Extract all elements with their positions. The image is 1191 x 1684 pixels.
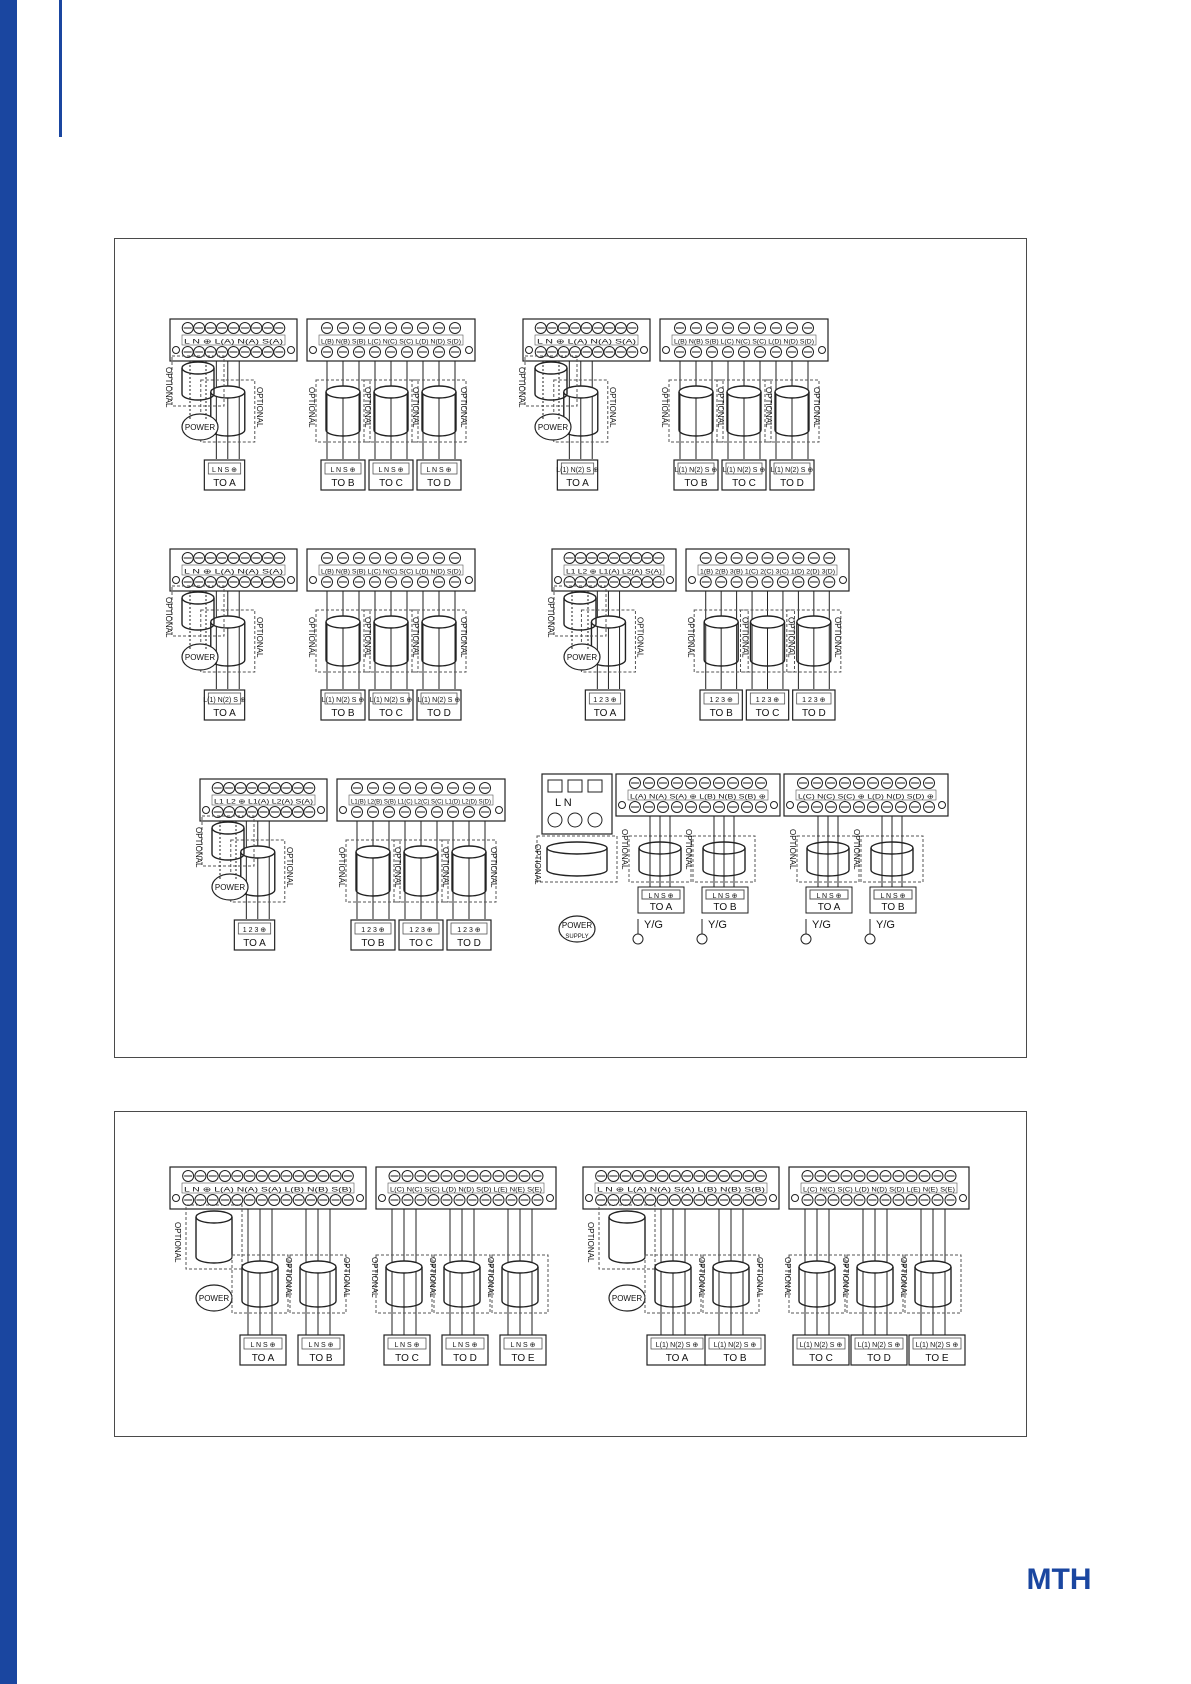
indoor-terminal-label: 1 2 3 ⊕ — [409, 927, 433, 934]
filter-core — [386, 1261, 422, 1273]
optional-label: OPTIONAL — [363, 387, 372, 428]
target-label: TO B — [881, 902, 905, 913]
optional-label: OPTIONAL — [755, 1257, 764, 1298]
filter-core — [502, 1261, 538, 1273]
target-label: TO D — [457, 938, 481, 949]
optional-label: OPTIONAL — [841, 1257, 850, 1298]
indoor-terminal-label: L(1) N(2) S ⊕ — [655, 1342, 699, 1349]
indoor-terminal-label: L(1) N(2) S ⊕ — [915, 1342, 959, 1349]
mount-hole-icon — [547, 1195, 554, 1202]
filter-core — [857, 1261, 893, 1273]
indoor-terminal-label: L N S ⊕ — [426, 467, 452, 474]
indoor-terminal-label: 1 2 3 ⊕ — [361, 927, 385, 934]
mount-hole-icon — [555, 577, 562, 584]
optional-label: OPTIONAL — [307, 387, 316, 428]
filter-core — [182, 362, 214, 374]
indoor-terminal-label: L(1) N(2) S ⊕ — [857, 1342, 901, 1349]
filter-core — [326, 386, 360, 398]
indoor-terminal-label: L N S ⊕ — [712, 893, 738, 900]
optional-label: OPTIONAL — [285, 847, 295, 888]
mount-hole-icon — [496, 807, 503, 814]
filter-core — [915, 1261, 951, 1273]
mount-hole-icon — [466, 347, 473, 354]
filter-core — [422, 616, 456, 628]
optional-label: OPTIONAL — [546, 597, 555, 638]
indoor-terminal-label: L(1) N(2) S ⊕ — [203, 697, 246, 704]
terminal-label: L(A) N(A) S(A) ⊕ L(B) N(B) S(B) ⊕ — [630, 793, 767, 801]
terminal-label: L N ⊕ L(A) N(A) S(A) — [184, 568, 283, 576]
filter-core — [751, 616, 785, 628]
mount-hole-icon — [641, 347, 648, 354]
ground-icon — [633, 934, 643, 944]
target-label: TO C — [732, 478, 756, 489]
terminal-label: L N ⊕ L(A) N(A) S(A) L(B) N(B) S(B) — [597, 1186, 765, 1194]
htw-logo — [1014, 1565, 1104, 1593]
optional-label: OPTIONAL — [363, 617, 372, 658]
power-label: SUPPLY — [565, 934, 589, 940]
optional-label: OPTIONAL — [608, 387, 618, 428]
power-label: POWER — [561, 921, 593, 930]
optional-label: OPTIONAL — [411, 387, 420, 428]
ground-icon — [865, 934, 875, 944]
indoor-terminal-label: L(1) N(2) S ⊕ — [674, 467, 718, 474]
wiring-diagram-panel-lower — [114, 1111, 1027, 1437]
filter-bottom — [212, 854, 244, 860]
terminal-label: L N ⊕ L(A) N(A) S(A) L(B) N(B) S(B) — [184, 1186, 352, 1194]
optional-label: OPTIONAL — [441, 847, 450, 888]
optional-label: OPTIONAL — [164, 597, 173, 638]
optional-label: OPTIONAL — [783, 1257, 792, 1298]
target-label: TO D — [427, 478, 451, 489]
mount-hole-icon — [663, 347, 670, 354]
terminal-label: L1 L2 ⊕ L1(A) L2(A) S(A) — [566, 568, 662, 576]
filter-core — [211, 386, 245, 398]
mount-hole-icon — [173, 1195, 180, 1202]
filter-core — [704, 616, 738, 628]
target-label: TO A — [665, 1353, 689, 1364]
optional-label: OPTIONAL — [307, 617, 316, 658]
optional-label: OPTIONAL — [284, 1257, 293, 1298]
filter-core — [326, 616, 360, 628]
filter-bottom — [196, 1257, 232, 1263]
optional-label: OPTIONAL — [173, 1222, 182, 1263]
mount-hole-icon — [288, 577, 295, 584]
indoor-terminal-label: L N S ⊕ — [211, 467, 238, 474]
optional-label: OPTIONAL — [486, 1257, 495, 1298]
filter-core — [422, 386, 456, 398]
target-label: TO D — [453, 1353, 477, 1364]
power-label: POWER — [611, 1294, 643, 1303]
indoor-terminal-label: L N S ⊕ — [394, 1342, 420, 1349]
filter-core — [655, 1261, 691, 1273]
power-label: POWER — [537, 423, 569, 432]
indoor-terminal-label: 1 2 3 ⊕ — [242, 927, 267, 934]
optional-label: OPTIONAL — [459, 387, 468, 428]
target-label: TO D — [780, 478, 804, 489]
target-label: TO C — [395, 1353, 419, 1364]
target-label: TO D — [867, 1353, 891, 1364]
indoor-terminal-label: L N S ⊕ — [816, 893, 842, 900]
filter-bottom — [182, 624, 214, 630]
power-label: POWER — [198, 1294, 230, 1303]
target-label: TO B — [331, 478, 355, 489]
indoor-terminal-label: L(1) N(2) S ⊕ — [770, 467, 814, 474]
target-label: TO B — [331, 708, 355, 719]
optional-label: OPTIONAL — [684, 829, 693, 870]
filter-core — [242, 1261, 278, 1273]
filter-core — [182, 592, 214, 604]
indoor-terminal-label: L(1) N(2) S ⊕ — [369, 697, 413, 704]
target-label: TO C — [809, 1353, 833, 1364]
filter-core — [452, 846, 486, 858]
target-label: TO E — [511, 1353, 535, 1364]
target-label: TO A — [243, 938, 266, 949]
filter-core — [775, 386, 809, 398]
mount-hole-icon — [340, 807, 347, 814]
optional-label: OPTIONAL — [635, 617, 645, 658]
optional-label: OPTIONAL — [786, 617, 796, 658]
terminal-screw-icon — [548, 813, 562, 827]
terminal-label: L(C) N(C) S(C) L(D) N(D) S(D) L(E) N(E) S(E) — [390, 1186, 542, 1194]
target-label: TO B — [309, 1353, 333, 1364]
wiring-diagram-panel-upper — [114, 238, 1027, 1058]
indoor-terminal-label: L N S ⊕ — [330, 467, 356, 474]
optional-label: OPTIONAL — [342, 1257, 351, 1298]
yg-label: Y/G — [644, 919, 663, 931]
header-rule — [59, 0, 62, 137]
mount-hole-icon — [960, 1195, 967, 1202]
optional-label: OPTIONAL — [833, 617, 842, 658]
indoor-terminal-label: L(1) N(2) S ⊕ — [417, 697, 461, 704]
terminal-label: L1(B) L2(B) S(B) L1(C) L2(C) S(C) L1(D) L2(D) S(D) — [351, 798, 491, 806]
terminal-screw-icon — [588, 813, 602, 827]
ground-icon — [801, 934, 811, 944]
optional-label: OPTIONAL — [370, 1257, 379, 1298]
yg-label: Y/G — [708, 919, 727, 931]
mount-hole-icon — [770, 1195, 777, 1202]
terminal-label: L N ⊕ L(A) N(A) S(A) — [537, 338, 636, 346]
optional-label: OPTIONAL — [194, 827, 203, 868]
indoor-terminal-label: L N S ⊕ — [250, 1342, 276, 1349]
indoor-terminal-label: 1 2 3 ⊕ — [802, 697, 826, 704]
mount-hole-icon — [357, 1195, 364, 1202]
mount-hole-icon — [771, 802, 778, 809]
optional-label: OPTIONAL — [660, 387, 669, 428]
filter-bottom — [182, 394, 214, 400]
target-label: TO B — [709, 708, 733, 719]
indoor-terminal-label: L N S ⊕ — [880, 893, 906, 900]
power-terminal-cell — [548, 780, 562, 792]
terminal-label: L(B) N(B) S(B) L(C) N(C) S(C) L(D) N(D) S(D) — [674, 338, 814, 346]
target-label: TO A — [213, 478, 236, 489]
target-label: TO B — [684, 478, 708, 489]
indoor-terminal-label: 1 2 3 ⊕ — [593, 697, 617, 704]
terminal-label: 1(B) 2(B) 3(B) 1(C) 2(C) 3(C) 1(D) 2(D) 3(D) — [700, 568, 835, 576]
optional-label: OPTIONAL — [716, 387, 725, 428]
filter-core — [564, 592, 596, 604]
optional-label: OPTIONAL — [255, 387, 265, 428]
mount-hole-icon — [619, 802, 626, 809]
target-label: TO D — [801, 708, 826, 719]
filter-core — [300, 1261, 336, 1273]
terminal-label: L(C) N(C) S(C) ⊕ L(D) N(D) S(D) ⊕ — [798, 793, 935, 801]
mount-hole-icon — [466, 577, 473, 584]
terminal-label: L(B) N(B) S(B) L(C) N(C) S(C) L(D) N(D) S(D) — [321, 568, 461, 576]
optional-label: OPTIONAL — [586, 1222, 595, 1263]
mount-hole-icon — [526, 347, 533, 354]
filter-core — [797, 616, 831, 628]
optional-label: OPTIONAL — [393, 847, 402, 888]
mount-hole-icon — [310, 577, 317, 584]
optional-label: OPTIONAL — [337, 847, 346, 888]
filter-bottom — [535, 394, 567, 400]
optional-label: OPTIONAL — [788, 829, 797, 870]
filter-core — [547, 842, 607, 854]
mount-hole-icon — [667, 577, 674, 584]
mount-hole-icon — [310, 347, 317, 354]
terminal-label: L N ⊕ L(A) N(A) S(A) — [184, 338, 283, 346]
filter-core — [727, 386, 761, 398]
left-color-band — [0, 0, 17, 1684]
indoor-terminal-label: L(1) N(2) S ⊕ — [799, 1342, 843, 1349]
filter-bottom — [609, 1257, 645, 1263]
indoor-terminal-label: L N S ⊕ — [308, 1342, 334, 1349]
target-label: TO C — [379, 478, 403, 489]
optional-label: OPTIONAL — [489, 847, 498, 888]
filter-core — [196, 1211, 232, 1223]
target-label: TO B — [723, 1353, 747, 1364]
yg-label: Y/G — [812, 919, 831, 931]
filter-core — [374, 386, 408, 398]
target-label: TO C — [379, 708, 403, 719]
target-label: TO A — [566, 478, 589, 489]
target-label: TO A — [817, 902, 841, 913]
indoor-terminal-label: L(1) N(2) S ⊕ — [713, 1342, 757, 1349]
mount-hole-icon — [288, 347, 295, 354]
target-label: TO A — [593, 708, 617, 719]
optional-label: OPTIONAL — [740, 617, 750, 658]
filter-core — [609, 1211, 645, 1223]
mount-hole-icon — [203, 807, 210, 814]
optional-label: OPTIONAL — [812, 387, 821, 428]
optional-label: OPTIONAL — [164, 367, 173, 408]
optional-label: OPTIONAL — [517, 367, 526, 408]
filter-core — [374, 616, 408, 628]
optional-label: OPTIONAL — [459, 617, 468, 658]
optional-label: OPTIONAL — [899, 1257, 908, 1298]
optional-label: OPTIONAL — [411, 617, 420, 658]
filter-bottom — [547, 870, 607, 876]
mount-hole-icon — [173, 347, 180, 354]
target-label: TO A — [251, 1353, 275, 1364]
optional-label: OPTIONAL — [697, 1257, 706, 1298]
power-terminal-cell — [568, 780, 582, 792]
wiring-diagrams-upper — [115, 239, 1028, 1059]
svg-text:HTM: HTM — [1026, 1565, 1092, 1593]
lon-label: L N — [555, 797, 572, 809]
ground-icon — [697, 934, 707, 944]
optional-label: OPTIONAL — [255, 617, 265, 658]
target-label: TO C — [755, 708, 780, 719]
indoor-terminal-label: L(1) N(2) S ⊕ — [321, 697, 365, 704]
mount-hole-icon — [792, 1195, 799, 1202]
target-label: TO C — [409, 938, 433, 949]
mount-hole-icon — [173, 577, 180, 584]
power-label: POWER — [214, 883, 246, 892]
mount-hole-icon — [787, 802, 794, 809]
indoor-terminal-label: L N S ⊕ — [452, 1342, 478, 1349]
filter-core — [211, 616, 245, 628]
terminal-screw-icon — [568, 813, 582, 827]
mount-hole-icon — [819, 347, 826, 354]
optional-label: OPTIONAL — [533, 844, 542, 885]
optional-label: OPTIONAL — [764, 387, 773, 428]
wiring-diagrams-lower — [115, 1112, 1028, 1438]
mount-hole-icon — [586, 1195, 593, 1202]
indoor-terminal-label: L N S ⊕ — [378, 467, 404, 474]
optional-label: OPTIONAL — [428, 1257, 437, 1298]
mount-hole-icon — [840, 577, 847, 584]
optional-label: OPTIONAL — [852, 829, 861, 870]
yg-label: Y/G — [876, 919, 895, 931]
mount-hole-icon — [379, 1195, 386, 1202]
power-label: POWER — [566, 653, 598, 662]
mount-hole-icon — [939, 802, 946, 809]
indoor-terminal-label: 1 2 3 ⊕ — [755, 697, 780, 704]
mount-hole-icon — [689, 577, 696, 584]
indoor-terminal-label: L N S ⊕ — [510, 1342, 536, 1349]
indoor-terminal-label: 1 2 3 ⊕ — [457, 927, 481, 934]
filter-core — [713, 1261, 749, 1273]
power-label: POWER — [184, 423, 216, 432]
target-label: TO B — [713, 902, 737, 913]
filter-core — [404, 846, 438, 858]
target-label: TO A — [649, 902, 673, 913]
indoor-terminal-label: L N S ⊕ — [648, 893, 674, 900]
mount-hole-icon — [318, 807, 325, 814]
filter-core — [212, 822, 244, 834]
terminal-label: L(B) N(B) S(B) L(C) N(C) S(C) L(D) N(D) S(D) — [321, 338, 461, 346]
target-label: TO A — [213, 708, 236, 719]
filter-core — [564, 386, 598, 398]
power-terminal-cell — [588, 780, 602, 792]
filter-core — [444, 1261, 480, 1273]
terminal-label: L(C) N(C) S(C) L(D) N(D) S(D) L(E) N(E) S(E) — [803, 1186, 955, 1194]
target-label: TO B — [361, 938, 385, 949]
filter-core — [356, 846, 390, 858]
indoor-terminal-label: 1 2 3 ⊕ — [709, 697, 733, 704]
optional-label: OPTIONAL — [686, 617, 695, 658]
filter-core — [679, 386, 713, 398]
filter-core — [799, 1261, 835, 1273]
target-label: TO D — [427, 708, 451, 719]
filter-core — [241, 846, 275, 858]
indoor-terminal-label: L(1) N(2) S ⊕ — [722, 467, 766, 474]
target-label: TO E — [925, 1353, 949, 1364]
optional-label: OPTIONAL — [620, 829, 629, 870]
power-label: POWER — [184, 653, 216, 662]
indoor-terminal-label: L(1) N(2) S ⊕ — [556, 467, 599, 474]
filter-core — [535, 362, 567, 374]
terminal-label: L1 L2 ⊕ L1(A) L2(A) S(A) — [214, 798, 313, 806]
